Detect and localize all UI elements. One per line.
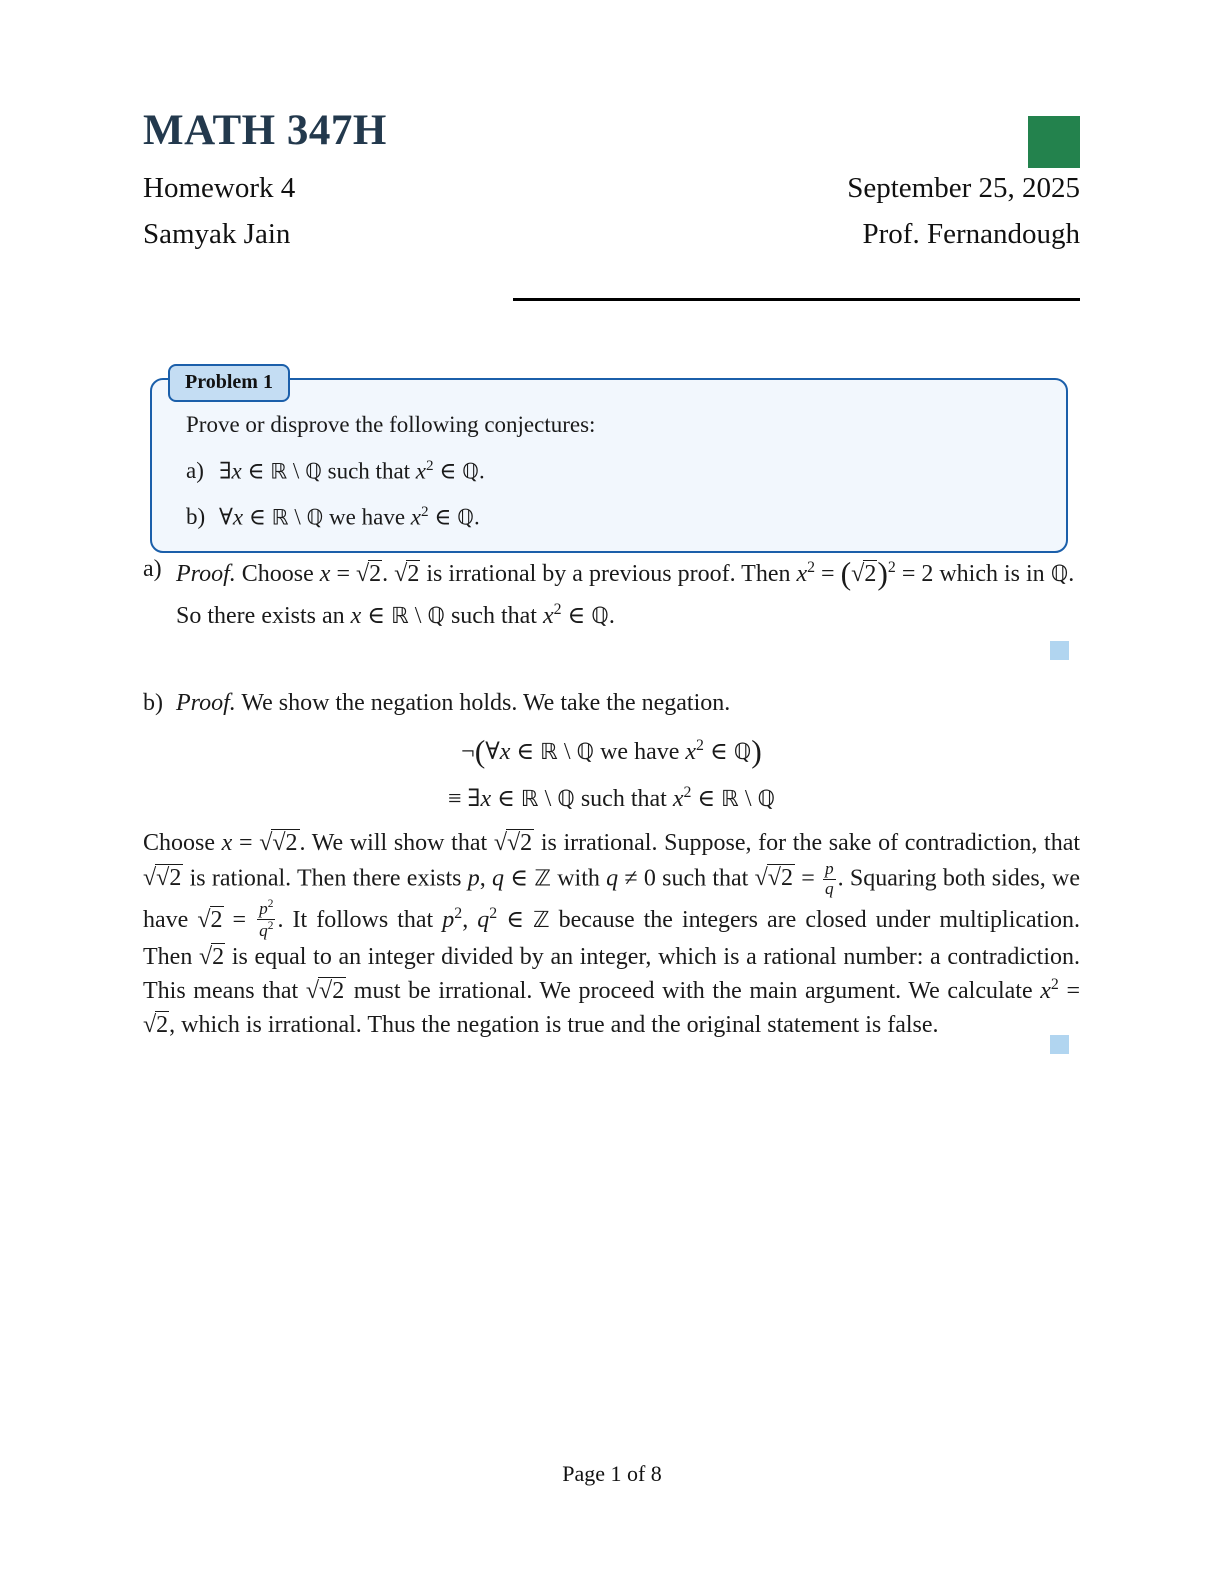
header-divider [513,298,1080,301]
problem-label-tab: Problem 1 [168,364,290,402]
document-header [143,108,1080,249]
proof-b-equation-1: ¬(∀x ∈ ℝ \ ℚ we have $x^2$ ∈ ℚ) [461,734,762,769]
instructor-label: Prof. Fernandough [862,218,1080,251]
page-title: MATH 347H [143,107,387,154]
qed-marker-a [1050,641,1069,660]
qed-marker-b [1050,1035,1069,1054]
proof-b-line-1 [176,686,1080,720]
problem-item-b-text: ∀x ∈ ℝ \ ℚ we have $x^2$ ∈ ℚ. [219,503,480,532]
date-label: September 25, 2025 [847,172,1080,205]
header-row-assignment [143,174,1080,203]
problem-item-b-marker: b) [186,504,206,530]
assignment-label: Homework 4 [143,172,296,205]
proof-b-equation-2: ≡ ∃x ∈ ℝ \ ℚ such that $x^2$ ∈ ℝ \ ℚ [447,784,776,812]
proof-b-keyword: Proof. [176,690,236,716]
problem-item-a-marker: a) [186,457,204,483]
page-footer: Page 1 of 8 [562,1461,662,1486]
proof-a-marker: a) [143,556,162,582]
proof-a-line-1: Proof. Choose x = √2. √2 is irrational by a previous proof. Then $x^2 = (√2)^2 = 2$ which is in ℚ. [176,556,1075,591]
problem-item-a-text: ∃x ∈ ℝ \ ℚ such that $x^2$ ∈ ℚ. [219,456,485,485]
proof-b-marker: b) [143,690,163,716]
header-row-author [143,220,1080,249]
proof-b-intro-text: We show the negation holds. We take the negation. [241,690,731,716]
problem-item-a [186,456,1042,487]
course-logo-icon [1028,116,1080,168]
problem-item-b [186,502,1042,533]
proof-b-body-text: Choose x = √√2. We will show that √√2 is irrational. Suppose, for the sake of contradiction, that √√2 is rational. Then there exists p, q ∈ ℤ with q ≠ 0 such that √√2 = $\frac{p}{q}$ . Squaring both sides, we have √2 = $\frac{p^2}{q^2}$ . It follows that $p^2$, $q^2$ ∈ ℤ because the integers are closed under multiplication. Then √2 is equal to an integer divided by an integer, which is a rational number: a contradiction. This means that √√2 must be irrational. We proceed with the main argument. We calculate $x^2 = √2$, which is irrational. Thus the negation is true and the original statement is false. [143,830,1081,1039]
proof-b-body [143,826,1080,1042]
problem-intro: Prove or disprove the following conjectures: [186,412,596,437]
proof-a-line-2: So there exists an x ∈ ℝ \ ℚ such that $x^2$ ∈ ℚ. [176,600,615,629]
problem-statement-box [150,378,1068,553]
author-label: Samyak Jain [143,218,291,251]
proof-a [143,552,1080,633]
proof-a-keyword: Proof. [176,560,236,587]
proof-b [143,686,1080,720]
